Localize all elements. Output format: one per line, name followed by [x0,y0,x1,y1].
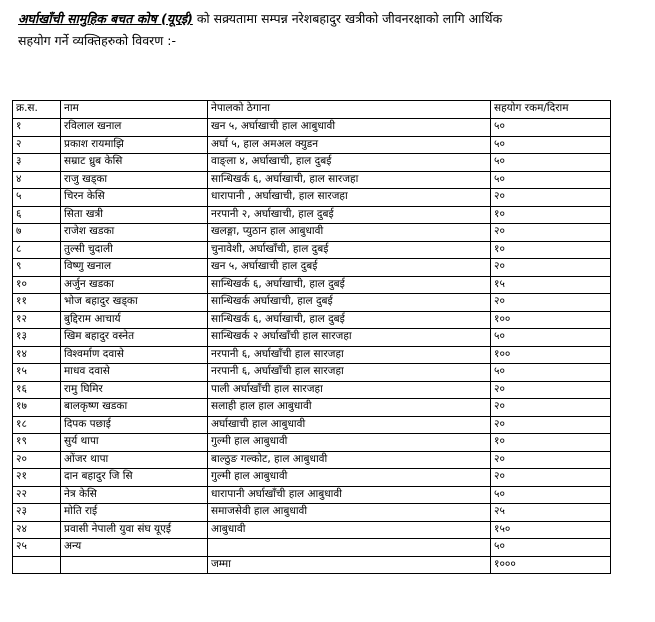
row-address: खन ५, अर्घाखाची हाल दुबई [208,259,491,277]
row-address: सान्धिखर्क ६, अर्घाखाची, हाल दुबई [208,311,491,329]
row-serial: १२ [13,311,61,329]
table-row [13,154,611,172]
table-row [13,276,611,294]
table-row [13,259,611,277]
total-amount: १००० [491,556,611,574]
row-name: भोज बहादुर खड्का [61,294,208,312]
row-name: प्रवासी नेपाली युवा संघ यूएई [61,521,208,539]
organization-name: अर्घाखाँची सामुहिक बचत कोष (यूएई) [18,11,193,26]
row-amount: २० [491,259,611,277]
row-serial: १७ [13,399,61,417]
total-serial-cell [13,556,61,574]
table-row [13,189,611,207]
row-address [208,539,491,557]
row-serial: ११ [13,294,61,312]
row-serial: २२ [13,486,61,504]
header-name: नाम [61,101,208,119]
row-serial: ९ [13,259,61,277]
row-address: सान्धिखर्क अर्घाखाची, हाल दुबई [208,294,491,312]
row-name: रामु घिमिर [61,381,208,399]
row-name: सुर्य थापा [61,434,208,452]
row-amount: १५ [491,276,611,294]
row-serial: २५ [13,539,61,557]
row-amount: २० [491,416,611,434]
row-serial: १६ [13,381,61,399]
row-serial: १३ [13,329,61,347]
row-amount: १० [491,206,611,224]
row-address: आबुधावी [208,521,491,539]
intro-paragraph [18,8,648,52]
row-address: खन ५, अर्घाखाची हाल आबुधावी [208,119,491,137]
row-name: प्रकाश रायमाझि [61,136,208,154]
row-amount: २० [491,399,611,417]
table-row [13,224,611,242]
row-serial: ५ [13,189,61,207]
table-row [13,399,611,417]
row-name: रविलाल खनाल [61,119,208,137]
row-amount: २० [491,294,611,312]
row-amount: २० [491,189,611,207]
row-amount: ५० [491,486,611,504]
row-serial: २१ [13,469,61,487]
row-amount: २० [491,451,611,469]
total-name-cell [61,556,208,574]
row-name: दान बहादुर जि सि [61,469,208,487]
row-address: धारापानी , अर्घाखाची, हाल सारजहा [208,189,491,207]
row-address: बाल्ठुङ गल्कोट, हाल आबुधावी [208,451,491,469]
row-name: बुद्दिराम आचार्य [61,311,208,329]
table-body [13,119,611,557]
row-address: अर्घा ५, हाल अमअल क्युडन [208,136,491,154]
row-amount: ५० [491,136,611,154]
row-name: सिता खत्री [61,206,208,224]
row-amount: १०० [491,311,611,329]
table-header-row [13,101,611,119]
row-address: वाङ्ला ४, अर्घाखाची, हाल दुबई [208,154,491,172]
row-address: चुनावेशी, अर्घाखाँची, हाल दुबई [208,241,491,259]
table-row [13,346,611,364]
row-amount: ५० [491,364,611,382]
row-address: अर्घाखाची हाल आबुधावी [208,416,491,434]
row-address: नरपानी ६, अर्घाखाँची हाल सारजहा [208,364,491,382]
row-name: चिरन केसि [61,189,208,207]
row-address: नरपानी ६, अर्घाखाँची हाल सारजहा [208,346,491,364]
row-amount: १०० [491,346,611,364]
row-serial: १ [13,119,61,137]
total-row [13,556,611,574]
table-row [13,486,611,504]
row-serial: १४ [13,346,61,364]
table-row [13,521,611,539]
row-amount: २५ [491,504,611,522]
row-serial: ३ [13,154,61,172]
row-address: सान्धिखर्क २ अर्घाखाँची हाल सारजहा [208,329,491,347]
table-row [13,434,611,452]
row-amount: २० [491,469,611,487]
row-name: मोति राई [61,504,208,522]
row-name: ओंजर थापा [61,451,208,469]
header-serial: क्र.स. [13,101,61,119]
table-row [13,381,611,399]
row-amount: ५० [491,119,611,137]
row-serial: ६ [13,206,61,224]
table-row [13,539,611,557]
table-row [13,329,611,347]
table-row [13,311,611,329]
total-label: जम्मा [208,556,491,574]
row-amount: २० [491,224,611,242]
row-name: दिपक पछाई [61,416,208,434]
row-address: धारापानी अर्घाखाँची हाल आबुधावी [208,486,491,504]
row-address: सलाही हाल हाल आबुधावी [208,399,491,417]
row-name: विष्णु खनाल [61,259,208,277]
row-serial: ४ [13,171,61,189]
row-name: राजु खड्का [61,171,208,189]
table-row [13,241,611,259]
row-address: सान्धिखर्क ६, अर्घाखाची, हाल दुबई [208,276,491,294]
row-address: पाली अर्घाखाँची हाल सारजहा [208,381,491,399]
table-row [13,416,611,434]
contributors-table [12,100,611,574]
row-serial: २ [13,136,61,154]
row-serial: ८ [13,241,61,259]
row-name: नेत्र केसि [61,486,208,504]
table-row [13,469,611,487]
row-name: विश्वर्माण दवासे [61,346,208,364]
row-address: गुल्मी हाल आबुधावी [208,469,491,487]
row-amount: ५० [491,539,611,557]
row-serial: १५ [13,364,61,382]
table-row [13,136,611,154]
row-name: माधव दवासे [61,364,208,382]
table-row [13,294,611,312]
row-serial: १९ [13,434,61,452]
row-serial: २३ [13,504,61,522]
row-serial: ७ [13,224,61,242]
row-amount: २० [491,381,611,399]
row-amount: ५० [491,329,611,347]
row-serial: १० [13,276,61,294]
row-amount: १५० [491,521,611,539]
row-name: बालकृष्ण खडका [61,399,208,417]
row-name: राजेश खडका [61,224,208,242]
row-amount: १० [491,434,611,452]
row-amount: १० [491,241,611,259]
row-amount: ५० [491,171,611,189]
table-row [13,171,611,189]
table-row [13,119,611,137]
table-row [13,206,611,224]
table-row [13,451,611,469]
row-address: खलङ्गा, प्युठान हाल आबुधावी [208,224,491,242]
table-row [13,504,611,522]
row-amount: ५० [491,154,611,172]
row-serial: २४ [13,521,61,539]
row-name: अर्जुन खडका [61,276,208,294]
row-address: समाजसेवी हाल आबुधावी [208,504,491,522]
row-address: गुल्मी हाल आबुधावी [208,434,491,452]
row-address: नरपानी २, अर्घाखाची, हाल दुबई [208,206,491,224]
intro-text-line2: सहयोग गर्ने व्यक्तिहरुको विवरण :- [18,33,177,48]
header-amount: सहयोग रकम/दिराम [491,101,611,119]
row-name: सम्राट ध्रुब केसि [61,154,208,172]
row-serial: १८ [13,416,61,434]
row-name: खिम बहादुर वस्नेत [61,329,208,347]
header-address: नेपालको ठेगाना [208,101,491,119]
row-serial: २० [13,451,61,469]
row-address: सान्धिखर्क ६, अर्घाखाची, हाल सारजहा [208,171,491,189]
row-name: तुल्सी चुदाली [61,241,208,259]
table-row [13,364,611,382]
row-name: अन्य [61,539,208,557]
intro-text-line1: को सक्र्यतामा सम्पन्न नरेशबहादुर खत्रीको जीवनरक्षाको लागि आर्थिक [192,11,503,26]
